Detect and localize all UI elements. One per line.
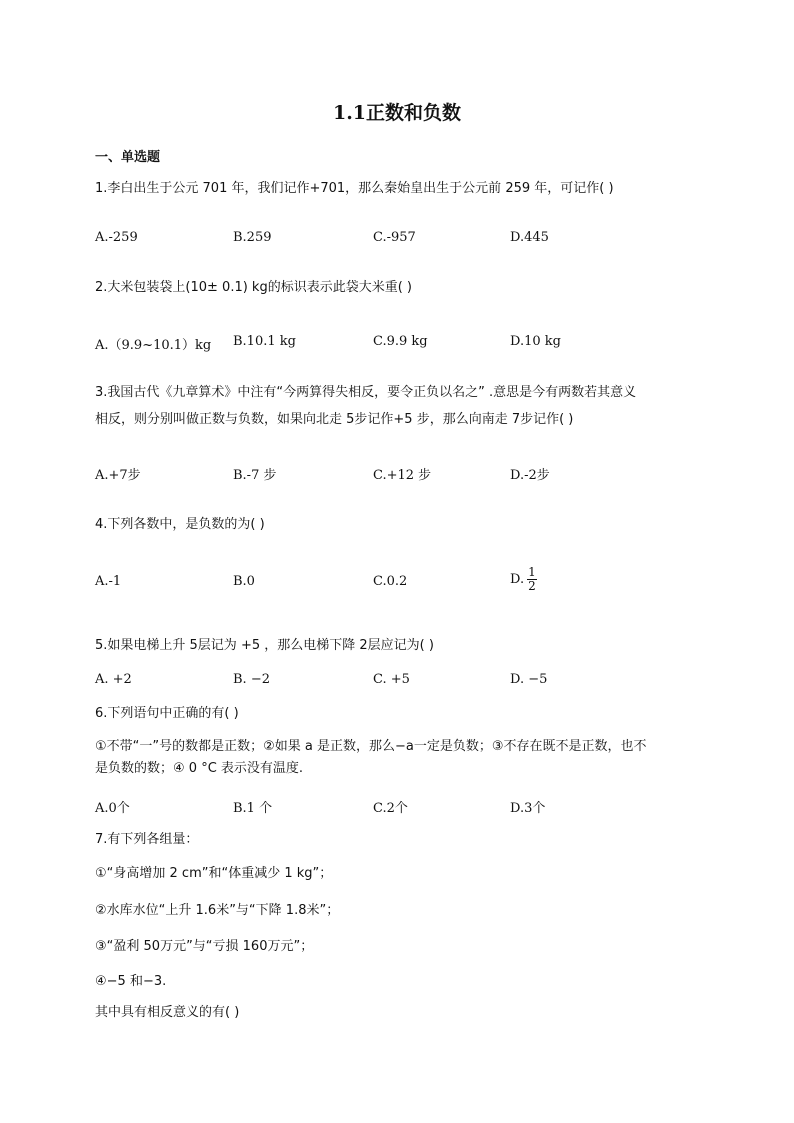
question-1-stem: 1.李白出生于公元 701 年，我们记作+701，那么秦始皇出生于公元前 259 年，可记作( ): [95, 181, 614, 196]
question-5-stem: 5.如果电梯上升 5层记为 +5 ，那么电梯下降 2层应记为( ): [95, 638, 434, 653]
question-7-tail: 其中具有相反意义的有( ): [95, 1005, 240, 1020]
option-d[interactable]: D.10 kg: [510, 334, 561, 349]
question-6-detail-line-1: ①不带“一”号的数都是正数；②如果 a 是正数，那么−a一定是负数；③不存在既不是正数，也不: [95, 739, 647, 754]
option-a[interactable]: A. +2: [95, 672, 132, 687]
question-4-stem: 4.下列各数中，是负数的为( ): [95, 517, 265, 532]
option-d[interactable]: D.3个: [510, 801, 546, 816]
option-b[interactable]: B.10.1 kg: [233, 334, 296, 349]
option-d[interactable]: [510, 566, 537, 593]
option-d-label: D.: [510, 572, 525, 587]
option-b[interactable]: B.-7 步: [233, 468, 277, 483]
question-6-detail-line-2: 是负数的数；④ 0 °C 表示没有温度.: [95, 761, 304, 776]
option-b[interactable]: B.0: [233, 574, 255, 589]
option-a[interactable]: A.-259: [95, 230, 138, 245]
option-c[interactable]: C.+12 步: [373, 468, 432, 483]
option-a[interactable]: A.+7步: [95, 468, 141, 483]
question-2-stem: 2.大米包装袋上(10± 0.1) kg的标识表示此袋大米重( ): [95, 280, 412, 295]
option-a[interactable]: A.-1: [95, 574, 122, 589]
question-7-item-3: ③“盈利 50万元”与“亏损 160万元”；: [95, 939, 314, 954]
question-3-stem-line-2: 相反，则分别叫做正数与负数，如果向北走 5步记作+5 步，那么向南走 7步记作( ): [95, 412, 574, 427]
option-d[interactable]: D.-2步: [510, 468, 550, 483]
option-c[interactable]: C. +5: [373, 672, 410, 687]
option-a[interactable]: A.（9.9~10.1）kg: [95, 338, 212, 353]
fraction: [527, 566, 537, 593]
question-7-item-2: ②水库水位“上升 1.6米”与“下降 1.8米”；: [95, 903, 340, 918]
option-c[interactable]: C.2个: [373, 801, 408, 816]
option-b[interactable]: B.259: [233, 230, 272, 245]
question-3-stem-line-1: 3.我国古代《九章算术》中注有“今两算得失相反，要令正负以名之” .意思是今有两数若其意义: [95, 385, 637, 400]
option-d[interactable]: D. −5: [510, 672, 548, 687]
option-c[interactable]: C.9.9 kg: [373, 334, 428, 349]
fraction-denominator: 2: [528, 579, 536, 593]
question-2-options: [95, 334, 705, 356]
question-3-options: [95, 464, 705, 486]
question-7-stem: 7.有下列各组量：: [95, 832, 199, 847]
option-d[interactable]: D.445: [510, 230, 549, 245]
option-c[interactable]: C.-957: [373, 230, 416, 245]
option-b[interactable]: B.1 个: [233, 801, 273, 816]
section-heading: 一、单选题: [95, 150, 161, 165]
question-6-options: [95, 797, 705, 819]
page-title: 1.1正数和负数: [332, 102, 462, 124]
question-7-item-4: ④−5 和−3.: [95, 974, 167, 989]
fraction-numerator: 1: [528, 565, 536, 579]
question-5-options: [95, 672, 705, 694]
question-1-options: [95, 230, 705, 252]
question-4-options: [95, 565, 705, 604]
option-a[interactable]: A.0个: [95, 801, 130, 816]
option-b[interactable]: B. −2: [233, 672, 270, 687]
question-6-stem: 6.下列语句中正确的有( ): [95, 706, 239, 721]
question-7-item-1: ①“身高增加 2 cm”和“体重减少 1 kg”；: [95, 866, 333, 881]
option-c[interactable]: C.0.2: [373, 574, 408, 589]
